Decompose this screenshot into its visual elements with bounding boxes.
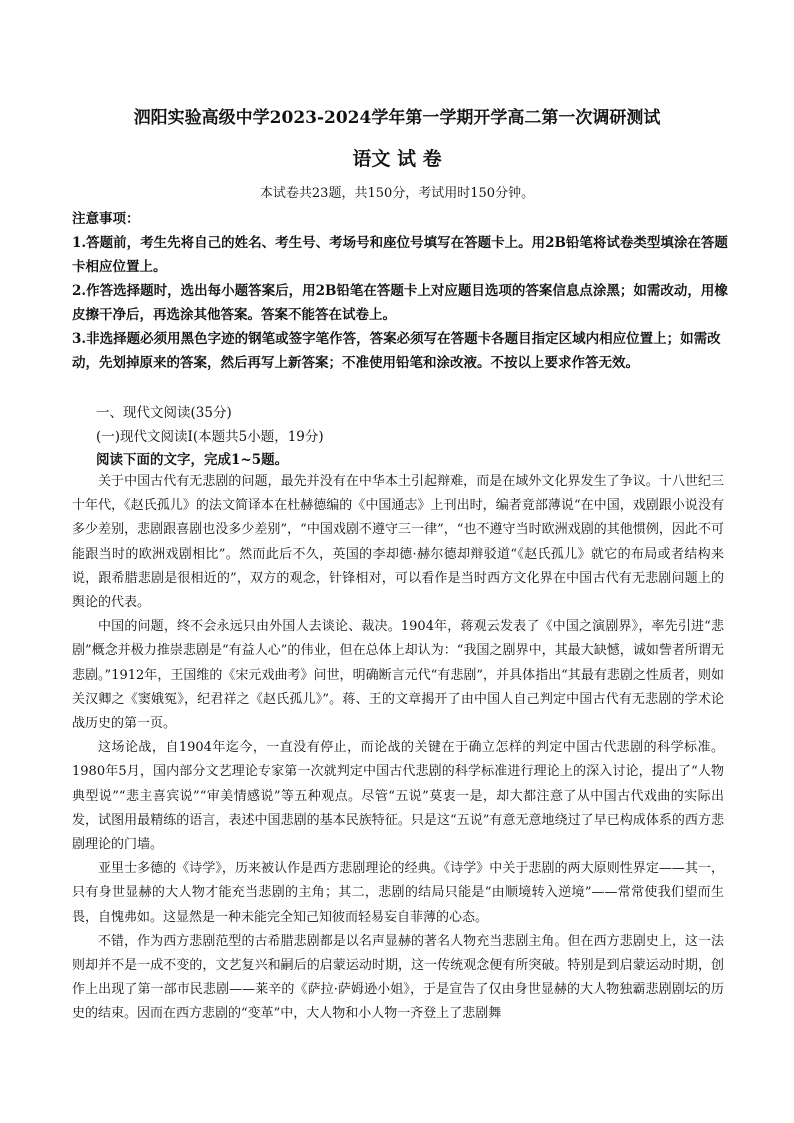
exam-info: 本试卷共23题，共150分，考试用时150分钟。 (259, 186, 535, 201)
passage-paragraph: 不错，作为西方悲剧范型的古希腊悲剧都是以名声显赫的著名人物充当悲剧主角。但在西方悲剧史上，这一法则却并不是一成不变的，文艺复兴和嗣后的启蒙运动时期，这一传统观念便有所突破。特别是到启蒙运动时期，创作上出现了第一部市民悲剧——莱辛的《萨拉·萨姆逊小姐》，于是宣告了仅由身世显赫的大人物独霸悲剧剧坛的历史的结束。因而在西方悲剧的“变革”中，大人物和小人物一齐登上了悲剧舞 (72, 933, 724, 1022)
notice-block (72, 207, 732, 375)
exam-subtitle: 语文 试 卷 (352, 148, 442, 170)
passage-paragraph: 亚里士多德的《诗学》，历来被认作是西方悲剧理论的经典。《诗学》中关于悲剧的两大原则性界定——其一，只有身世显赫的大人物才能充当悲剧的主角；其二，悲剧的结局只能是“由顺境转入逆境”——常常使我们望而生畏，自愧弗如。这显然是一种未能完全知己知彼而轻易妄自菲薄的心态。 (72, 861, 724, 925)
reading-instruction: 阅读下面的文字，完成1~5题。 (96, 452, 289, 468)
passage-paragraph: 中国的问题，终不会永远只由外国人去谈论、裁决。1904年，蒋观云发表了《中国之演剧界》，率先引进“悲剧”概念并极力推崇悲剧是“有益人心”的伟业，但在总体上却认为：“我国之剧界中，其最大缺憾，诚如訾者所谓无悲剧。”1912年，王国维的《宋元戏曲考》问世，明确断言元代“有悲剧”，并具体指出“其最有悲剧之性质者，则如关汉卿之《窦娥冤》，纪君祥之《赵氏孤儿》”。蒋、王的文章揭开了由中国人自己判定中国古代有无悲剧的学术论战历史的第一页。 (72, 619, 724, 732)
section-subpart-heading: (一)现代文阅读Ⅰ(本题共5小题，19分) (96, 429, 324, 445)
notice-item-1: 1.答题前，考生先将自己的姓名、考生号、考场号和座位号填写在答题卡上。用2B铅笔将试卷类型填涂在答题卡相应位置上。 (72, 235, 728, 275)
exam-title: 泗阳实验高级中学2023-2024学年第一学期开学高二第一次调研测试 (133, 108, 661, 128)
passage-paragraph: 关于中国古代有无悲剧的问题，最先并没有在中华本土引起辩难，而是在域外文化界发生了争议。十八世纪三十年代，《赵氏孤儿》的法文简译本在杜赫德编的《中国通志》上刊出时，编者竟部薄说“在中国，戏剧跟小说没有多少差别，悲剧跟喜剧也没多少差别”，“中国戏剧不遵守三一律”，“也不遵守当时欧洲戏剧的其他惯例，因此不可能跟当时的欧洲戏剧相比”。然而此后不久，英国的李却德·赫尔德却辩驳道“《赵氏孤儿》就它的布局或者结构来说，跟希腊悲剧是很相近的”，双方的观念，针锋相对，可以看作是当时西方文化界在中国古代有无悲剧问题上的舆论的代表。 (72, 474, 724, 611)
reading-passage (72, 470, 724, 1027)
notice-item-3: 3.非选择题必须用黑色字迹的钢笔或签字笔作答，答案必须写在答题卡各题目指定区域内相应位置上；如需改动，先划掉原来的答案，然后再写上新答案；不准使用铅笔和涂改液。不按以上要求作答无效。 (72, 331, 721, 371)
passage-paragraph: 这场论战，自1904年迄今，一直没有停止，而论战的关键在于确立怎样的判定中国古代悲剧的科学标准。1980年5月，国内部分文艺理论专家第一次就判定中国古代悲剧的科学标准进行理论上的深入讨论，提出了“人物典型说”“悲主喜宾说”“审美情感说”等五种观点。尽管“五说”莫衷一是，却大都注意了从中国古代戏曲的实际出发，试图用最精练的语言，表述中国悲剧的基本民族特征。只是这“五说”有意无意地绕过了早已构成体系的西方悲剧理论的门墙。 (72, 740, 724, 853)
notice-heading: 注意事项： (72, 211, 140, 227)
notice-item-2: 2.作答选择题时，选出每小题答案后，用2B铅笔在答题卡上对应题目选项的答案信息点涂黑；如需改动，用橡皮擦干净后，再选涂其他答案。答案不能答在试卷上。 (72, 283, 728, 323)
section-part-heading: 一、现代文阅读(35分) (96, 405, 232, 421)
